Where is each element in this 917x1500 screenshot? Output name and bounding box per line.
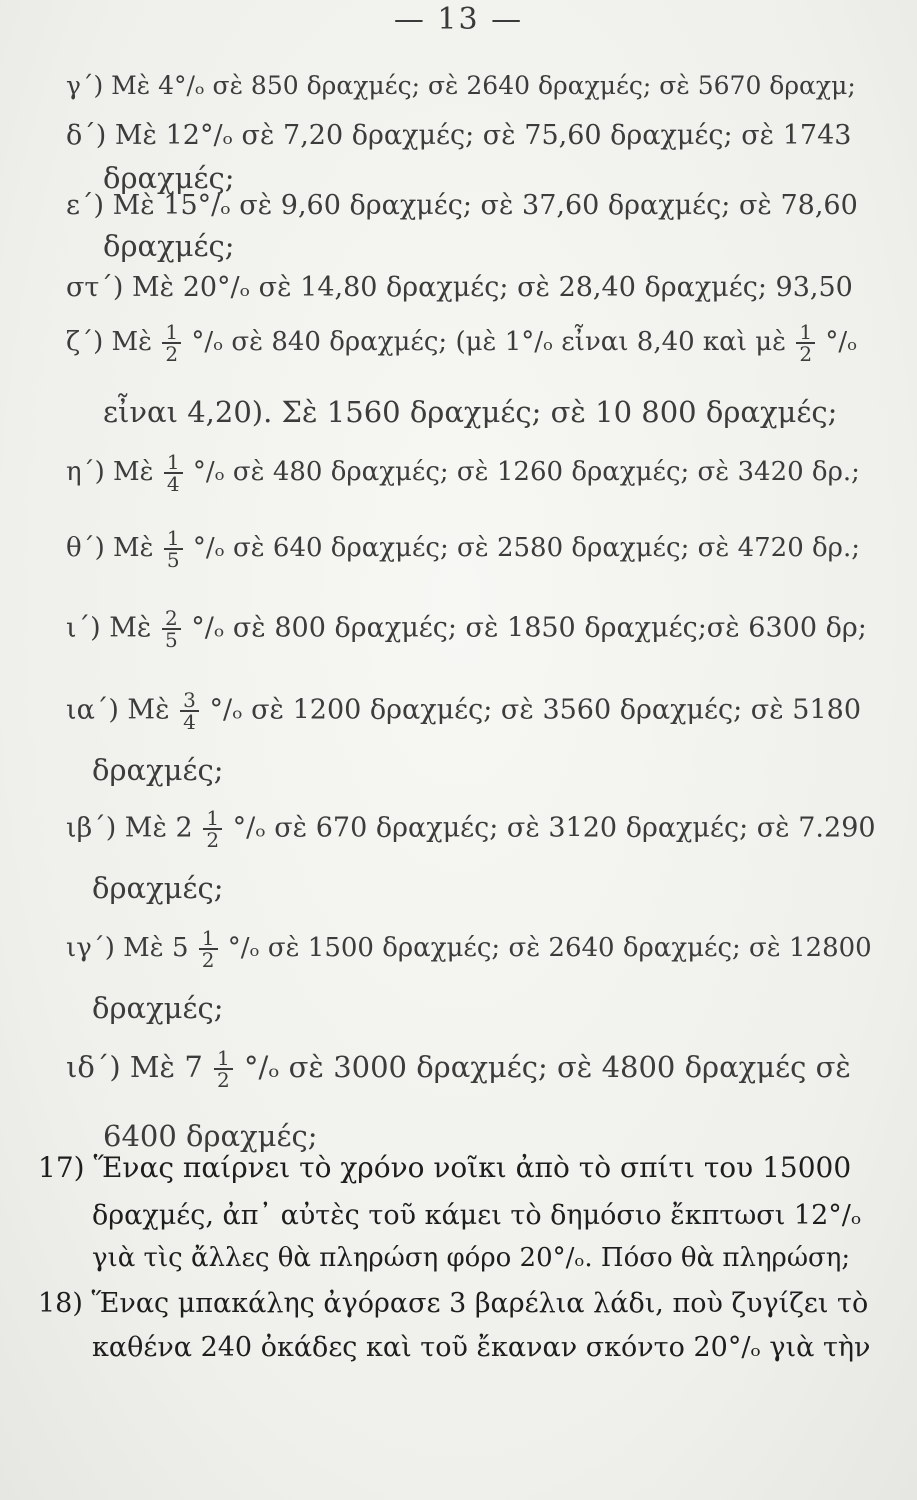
fraction-numerator: 1 xyxy=(162,322,181,344)
exercise-g: γ΄) Μὲ 4°/ₒ σὲ 850 δραχμές; σὲ 2640 δραχμές; σὲ 5670 δραχμ; xyxy=(66,71,856,100)
fraction-denominator: 5 xyxy=(164,628,178,652)
fraction-one-half xyxy=(199,928,218,970)
exercise-id-start: ιδ΄) Μὲ 7 xyxy=(66,1050,203,1084)
fraction-denominator: 2 xyxy=(206,828,220,852)
exercise-i-start: ι΄) Μὲ xyxy=(66,612,152,644)
exercise-z-middle: °/ₒ σὲ 840 δραχμές; (μὲ 1°/ₒ εἶναι 8,40 καὶ μὲ xyxy=(191,327,787,357)
exercise-h xyxy=(66,452,860,494)
exercise-ia xyxy=(66,690,861,732)
exercise-ig xyxy=(66,928,872,970)
exercise-ib-start: ιβ΄) Μὲ 2 xyxy=(66,812,193,844)
fraction-numerator: 2 xyxy=(162,608,181,630)
exercise-i xyxy=(66,608,867,650)
problem-17-line-1: 17) Ἕνας παίρνει τὸ χρόνο νοῖκι ἀπὸ τὸ σπίτι του 15000 xyxy=(38,1151,852,1184)
exercise-z-cont: εἶναι 4,20). Σὲ 1560 δραχμές; σὲ 10 800 δραχμές; xyxy=(103,395,838,429)
problem-17-line-2: δραχμές, ἀπ᾽ αὐτὲς τοῦ κάμει τὸ δημόσιο ἔκπτωσι 12°/ₒ xyxy=(92,1200,862,1231)
fraction-one-half xyxy=(162,322,181,364)
fraction-one-quarter xyxy=(164,452,183,494)
exercise-ib-cont: δραχμές; xyxy=(92,871,224,905)
fraction-denominator: 4 xyxy=(183,710,196,734)
fraction-denominator: 2 xyxy=(201,948,215,972)
exercise-id-cont: 6400 δραχμές; xyxy=(103,1119,318,1153)
fraction-numerator: 1 xyxy=(164,528,183,550)
exercise-z xyxy=(66,322,857,364)
exercise-st: στ΄) Μὲ 20°/ₒ σὲ 14,80 δραχμές; σὲ 28,40 δραχμές; 93,50 xyxy=(66,272,853,303)
fraction-two-fifths xyxy=(162,608,181,650)
fraction-denominator: 4 xyxy=(166,472,180,496)
fraction-numerator: 1 xyxy=(796,322,815,344)
fraction-numerator: 3 xyxy=(180,690,199,712)
exercise-ig-end: °/ₒ σὲ 1500 δραχμές; σὲ 2640 δραχμές; σὲ 12800 xyxy=(227,933,872,963)
problem-18-line-1: 18) Ἕνας μπακάλης ἀγόρασε 3 βαρέλια λάδι, ποὺ ζυγίζει τὸ xyxy=(38,1288,869,1319)
page-number: — 13 — xyxy=(393,2,524,37)
exercise-ia-end: °/ₒ σὲ 1200 δραχμές; σὲ 3560 δραχμές; σὲ 5180 xyxy=(209,694,862,726)
exercise-h-end: °/ₒ σὲ 480 δραχμές; σὲ 1260 δραχμές; σὲ 3420 δρ.; xyxy=(192,457,860,487)
exercise-z-end: °/ₒ xyxy=(825,327,858,357)
exercise-ib-end: °/ₒ σὲ 670 δραχμές; σὲ 3120 δραχμές; σὲ 7.290 xyxy=(232,812,876,844)
problem-18-line-2: καθένα 240 ὀκάδες καὶ τοῦ ἔκαναν σκόντο 20°/ₒ γιὰ τὴν xyxy=(92,1332,871,1363)
fraction-denominator: 2 xyxy=(217,1068,230,1092)
exercise-d: δ΄) Μὲ 12°/ₒ σὲ 7,20 δραχμές; σὲ 75,60 δραχμές; σὲ 1743 xyxy=(66,120,852,151)
exercise-e: ε΄) Μὲ 15°/ₒ σὲ 9,60 δραχμές; σὲ 37,60 δραχμές; σὲ 78,60 xyxy=(66,190,858,221)
exercise-th-start: θ΄) Μὲ xyxy=(66,533,154,563)
fraction-numerator: 1 xyxy=(199,928,218,950)
fraction-denominator: 2 xyxy=(799,342,813,366)
fraction-one-fifth xyxy=(164,528,183,570)
fraction-denominator: 2 xyxy=(165,342,179,366)
exercise-ia-cont: δραχμές; xyxy=(92,753,224,787)
exercise-ia-start: ια΄) Μὲ xyxy=(66,694,170,726)
exercise-h-start: η΄) Μὲ xyxy=(66,457,154,487)
problem-17-line-3: γιὰ τὶς ἄλλες θὰ πληρώση φόρο 20°/ₒ. Πόσο θὰ πληρώση; xyxy=(92,1243,851,1273)
exercise-d-cont: δραχμές; xyxy=(103,161,235,195)
exercise-th-end: °/ₒ σὲ 640 δραχμές; σὲ 2580 δραχμές; σὲ 4720 δρ.; xyxy=(192,533,860,563)
fraction-one-half xyxy=(203,808,222,850)
fraction-one-half xyxy=(214,1048,233,1090)
exercise-ig-cont: δραχμές; xyxy=(92,991,224,1025)
fraction-three-quarters xyxy=(180,690,199,732)
exercise-id xyxy=(66,1048,851,1090)
exercise-e-cont: δραχμές; xyxy=(103,229,235,263)
exercise-id-end: °/ₒ σὲ 3000 δραχμές; σὲ 4800 δραχμές σὲ xyxy=(243,1050,851,1084)
fraction-numerator: 1 xyxy=(214,1048,233,1070)
fraction-denominator: 5 xyxy=(166,548,180,572)
fraction-one-half xyxy=(796,322,815,364)
exercise-ib xyxy=(66,808,876,850)
fraction-numerator: 1 xyxy=(164,452,183,474)
fraction-numerator: 1 xyxy=(203,808,222,830)
exercise-ig-start: ιγ΄) Μὲ 5 xyxy=(66,933,189,963)
exercise-i-end: °/ₒ σὲ 800 δραχμές; σὲ 1850 δραχμές;σὲ 6300 δρ; xyxy=(191,612,867,644)
exercise-z-start: ζ΄) Μὲ xyxy=(66,327,153,357)
exercise-th xyxy=(66,528,860,570)
